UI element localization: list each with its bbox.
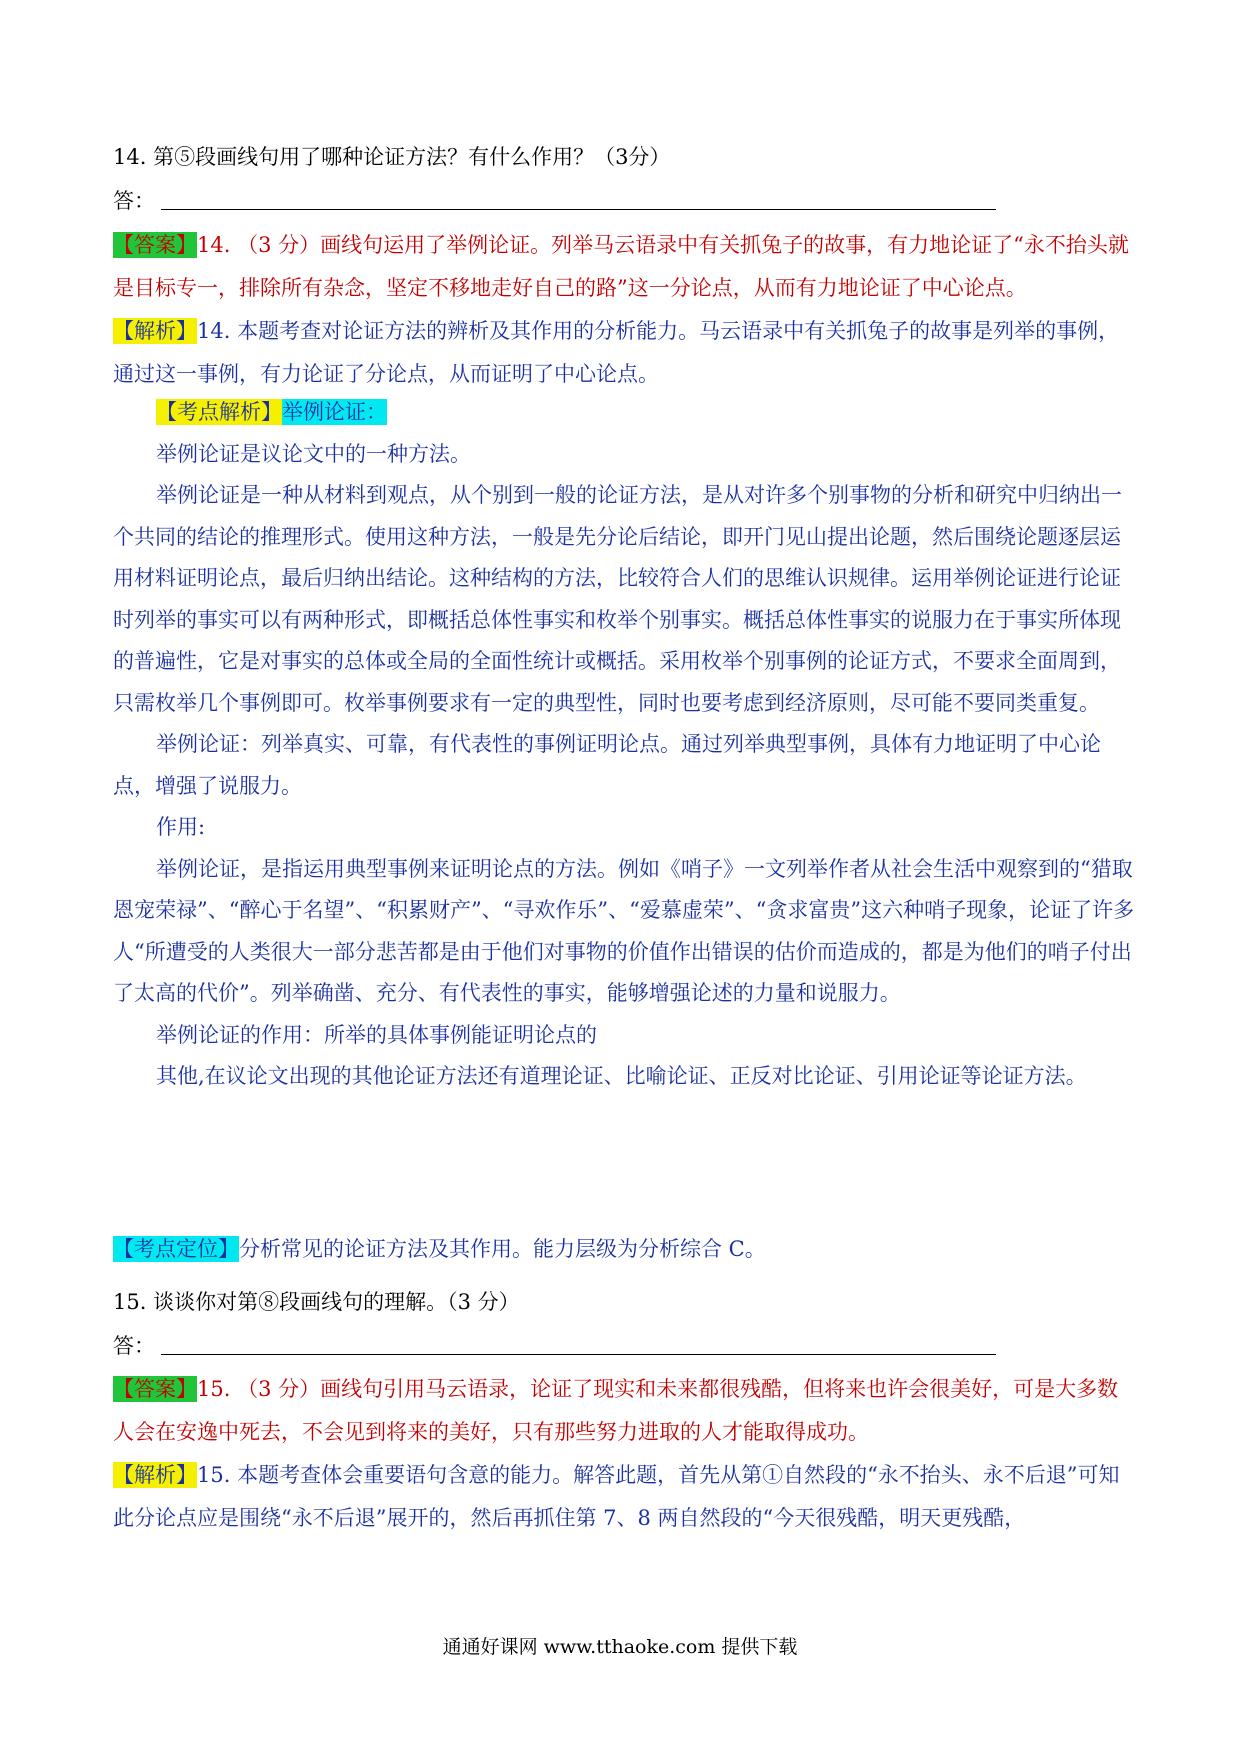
question-15 — [113, 1281, 1135, 1324]
answer-15-text: 15. （3 分）画线句引用马云语录，论证了现实和未来都很残酷，但将来也许会很美好，可是大多数人会在安逸中死去，不会见到将来的美好，只有那些努力进取的人才能取得成功。 — [113, 1377, 1119, 1444]
answer-15 — [113, 1368, 1135, 1454]
analysis-tag: 【解析】 — [113, 1463, 197, 1487]
answer-tag: 【答案】 — [113, 233, 197, 257]
question-14-text: 14. 第⑤段画线句用了哪种论证方法？有什么作用？（3分） — [113, 145, 671, 169]
dingwei-14 — [113, 1228, 1135, 1271]
answer-14-line — [113, 180, 1135, 223]
analysis-15-text: 15. 本题考查体会重要语句含意的能力。解答此题，首先从第①自然段的“永不抬头、永不后退”可知此分论点应是围绕“永不后退”展开的，然后再抓住第 7、8 两自然段的“今天很残酷，明天更残酷， — [113, 1463, 1120, 1530]
answer-14 — [113, 224, 1135, 310]
question-14 — [113, 136, 1135, 179]
kaodian-paragraph-2: 举例论证是一种从材料到观点，从个别到一般的论证方法，是从对许多个别事物的分析和研究中归纳出一个共同的结论的推理形式。使用这种方法，一般是先分论后结论，即开门见山提出论题，然后围绕论题逐层运用材料证明论点，最后归纳出结论。这种结构的方法，比较符合人们的思维认识规律。运用举例论证进行论证时列举的事实可以有两种形式，即概括总体性事实和枚举个别事实。概括总体性事实的说服力在于事实所体现的普遍性，它是对事实的总体或全局的全面性统计或概括。采用枚举个别事例的论证方式，不要求全面周到，只需枚举几个事例即可。枚举事例要求有一定的典型性，同时也要考虑到经济原则，尽可能不要同类重复。 — [113, 483, 1122, 715]
analysis-tag: 【解析】 — [113, 319, 197, 343]
kaodian-paragraph-3: 举例论证：列举真实、可靠，有代表性的事例证明论点。通过列举典型事例，具体有力地证明了中心论点，增强了说服力。 — [113, 732, 1101, 798]
page-footer: 通通好课网 www.tthaoke.com 提供下载 — [442, 1636, 798, 1658]
dingwei-text: 分析常见的论证方法及其作用。能力层级为分析综合 C。 — [239, 1237, 766, 1261]
kaodian-heading — [113, 392, 1135, 434]
question-15-text: 15. 谈谈你对第⑧段画线句的理解。（3 分） — [113, 1290, 520, 1314]
kaodian-tag: 【考点解析】 — [156, 400, 282, 424]
kaodian-section — [113, 392, 1135, 1098]
analysis-15 — [113, 1454, 1135, 1540]
analysis-14 — [113, 310, 1135, 396]
answer-15-line — [113, 1325, 1135, 1368]
answer-tag: 【答案】 — [113, 1377, 197, 1401]
answer-14-text: 14. （3 分）画线句运用了举例论证。列举马云语录中有关抓兔子的故事，有力地论证了“永不抬头就是目标专一，排除所有杂念，坚定不移地走好自己的路”这一分论点，从而有力地论证了中心论点。 — [113, 233, 1129, 300]
answer-blank[interactable] — [161, 1326, 996, 1355]
dingwei-tag: 【考点定位】 — [113, 1237, 239, 1261]
kaodian-paragraph-6: 举例论证的作用：所举的具体事例能证明论点的 — [156, 1022, 597, 1047]
kaodian-paragraph-5: 举例论证，是指运用典型事例来证明论点的方法。例如《哨子》一文列举作者从社会生活中观察到的“猎取恩宠荣禄”、“醉心于名望”、“积累财产”、“寻欢作乐”、“爱慕虚荣”、“贪求富贵”这六种哨子现象，论证了许多人“所遭受的人类很大一部分悲苦都是由于他们对事物的价值作出错误的估价而造成的，都是为他们的哨子付出了太高的代价”。列举确凿、充分、有代表性的事实，能够增强论述的力量和说服力。 — [113, 856, 1135, 1005]
analysis-14-text: 14. 本题考查对论证方法的辨析及其作用的分析能力。马云语录中有关抓兔子的故事是列举的事例，通过这一事例，有力论证了分论点，从而证明了中心论点。 — [113, 319, 1120, 386]
answer-prefix: 答： — [113, 1334, 155, 1358]
kaodian-paragraph-4: 作用: — [156, 815, 206, 839]
kaodian-paragraph-1: 举例论证是议论文中的一种方法。 — [156, 441, 471, 466]
answer-prefix: 答： — [113, 189, 155, 213]
answer-blank[interactable] — [161, 181, 996, 210]
kaodian-paragraph-7: 其他,在议论文出现的其他论证方法还有道理论证、比喻论证、正反对比论证、引用论证等论证方法。 — [156, 1064, 1087, 1088]
kaodian-title: 举例论证： — [282, 400, 387, 424]
